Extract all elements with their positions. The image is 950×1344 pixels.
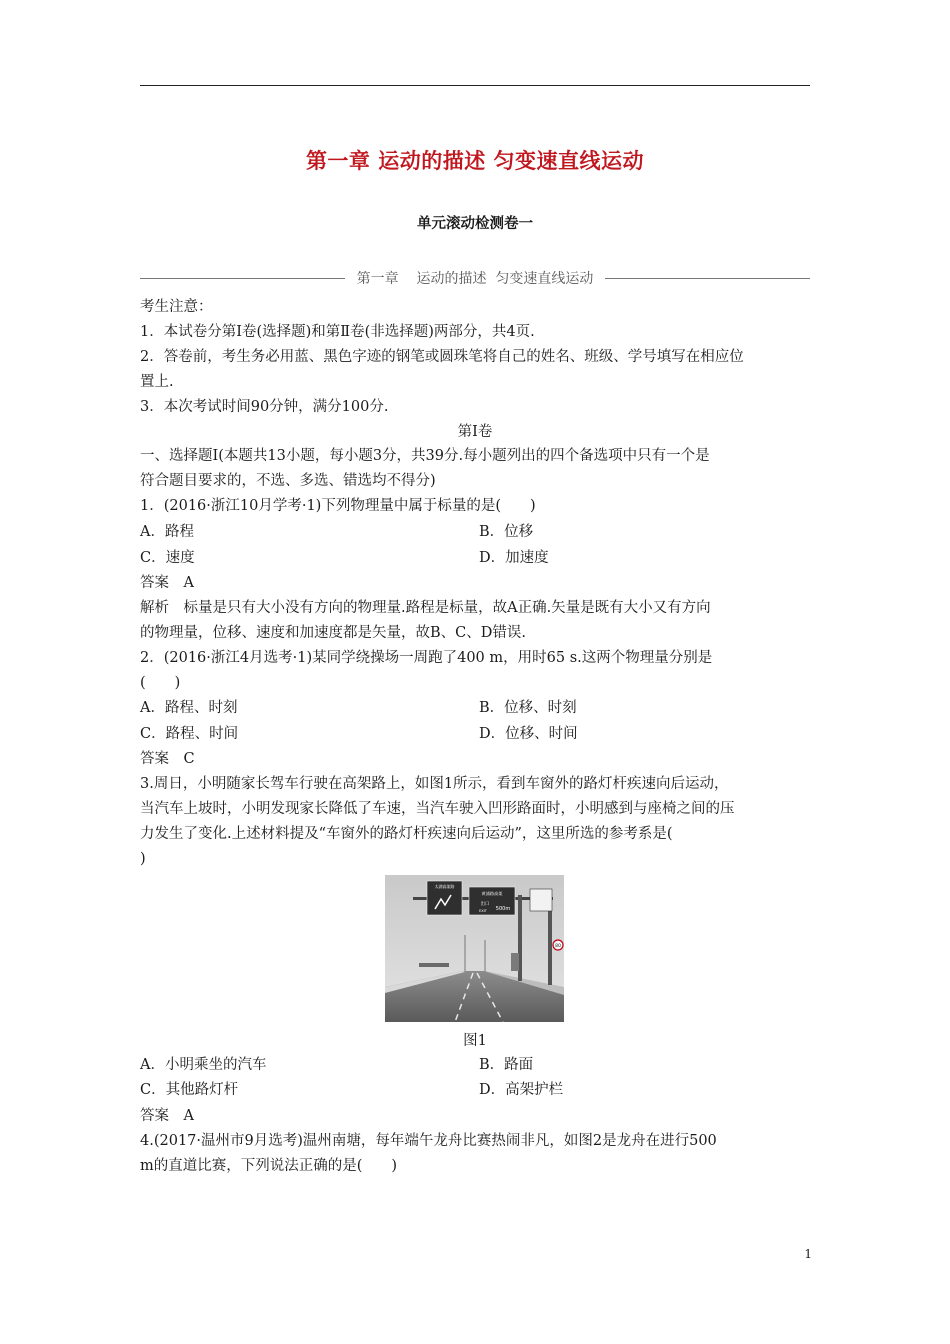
question-2-answer: 答案 C xyxy=(140,751,195,767)
question-2-option-d: D．位移、时间 xyxy=(479,726,578,742)
question-1-option-b: B．位移 xyxy=(479,524,534,540)
distant-gantry xyxy=(419,963,449,967)
sign-text: 出口 xyxy=(480,902,490,907)
question-2-option-c: C．路程、时间 xyxy=(140,726,239,742)
question-1-answer: 答案 A xyxy=(140,575,194,591)
question-3-option-c: C．其他路灯杆 xyxy=(140,1082,239,1098)
question-2-option-b: B．位移、时刻 xyxy=(479,700,577,716)
page-number: 1 xyxy=(804,1247,812,1261)
notice-item: 1．本试卷分第Ⅰ卷(选择题)和第Ⅱ卷(非选择题)两部分，共4页. xyxy=(140,324,535,340)
sign-text: 太湖高架路 xyxy=(434,884,455,889)
banner-right-rule xyxy=(605,278,810,279)
notice-item: 3．本次考试时间90分钟，满分100分. xyxy=(140,399,389,415)
banner-left-rule xyxy=(140,278,345,279)
section-instructions: 符合题目要求的，不选、多选、错选均不得分) xyxy=(140,473,436,489)
question-1-analysis: 解析 标量是只有大小没有方向的物理量.路程是标量，故A正确.矢量是既有大小又有方向 xyxy=(140,600,711,616)
question-3-option-d: D．高架护栏 xyxy=(479,1082,564,1098)
info-sign xyxy=(530,889,552,911)
banner-text: 第一章 运动的描述 匀变速直线运动 xyxy=(356,271,594,287)
question-1-analysis: 的物理量，位移、速度和加速度都是矢量，故B、C、D错误. xyxy=(140,625,526,641)
question-1-option-d: D．加速度 xyxy=(479,550,549,566)
question-1-stem: 1．(2016·浙江10月学考·1)下列物理量中属于标量的是( ) xyxy=(140,498,536,514)
speed-limit-text: 80 xyxy=(555,944,561,949)
top-rule xyxy=(140,85,810,86)
chapter-title: 第一章 运动的描述 匀变速直线运动 xyxy=(305,149,645,173)
question-3-stem: ) xyxy=(140,851,146,867)
notice-item: 置上. xyxy=(140,374,174,390)
section-instructions: 一、选择题Ⅰ(本题共13小题，每小题3分，共39分.每小题列出的四个备选项中只有一个是 xyxy=(140,448,710,464)
question-3-option-a: A．小明乘坐的汽车 xyxy=(140,1057,267,1073)
figure-caption: 图1 xyxy=(463,1033,487,1049)
question-2-stem: 2．(2016·浙江4月选考·1)某同学绕操场一周跑了400 m，用时65 s.这两个物理量分别是 xyxy=(140,650,713,666)
question-1-option-c: C．速度 xyxy=(140,550,195,566)
notice-item: 2．答卷前，考生务必用蓝、黑色字迹的钢笔或圆珠笔将自己的姓名、班级、学号填写在相应位 xyxy=(140,349,744,365)
question-2-stem: ( ) xyxy=(140,675,181,691)
sign-text: EXIT xyxy=(479,909,487,913)
part-title: 第Ⅰ卷 xyxy=(457,424,493,440)
chapter-banner xyxy=(140,267,810,289)
unit-title: 单元滚动检测卷一 xyxy=(417,216,533,232)
question-3-stem: 3.周日，小明随家长驾车行驶在高架路上，如图1所示，看到车窗外的路灯杆疾速向后运动， xyxy=(140,776,729,792)
question-3-option-b: B．路面 xyxy=(479,1057,534,1073)
question-4-stem: 4.(2017·温州市9月选考)温州南塘，每年端午龙舟比赛热闹非凡，如图2是龙舟在进行500 xyxy=(140,1133,717,1149)
question-3-stem: 当汽车上坡时，小明发现家长降低了车速，当汽车驶入凹形路面时，小明感到与座椅之间的压 xyxy=(140,801,735,817)
question-3-answer: 答案 A xyxy=(140,1108,194,1124)
question-1-option-a: A．路程 xyxy=(140,524,194,540)
sign-text: 黄浦路高架 xyxy=(481,891,503,896)
question-3-stem: 力发生了变化.上述材料提及“车窗外的路灯杆疾速向后运动”，这里所选的参考系是( xyxy=(140,826,673,842)
notice-heading: 考生注意： xyxy=(140,299,213,315)
roadside-sign xyxy=(511,953,519,971)
question-4-stem: m的直道比赛，下列说法正确的是( ) xyxy=(140,1158,398,1174)
question-2-option-a: A．路程、时刻 xyxy=(140,700,238,716)
highway-photo-figure xyxy=(385,875,564,1022)
sign-text: 500m xyxy=(495,906,511,912)
